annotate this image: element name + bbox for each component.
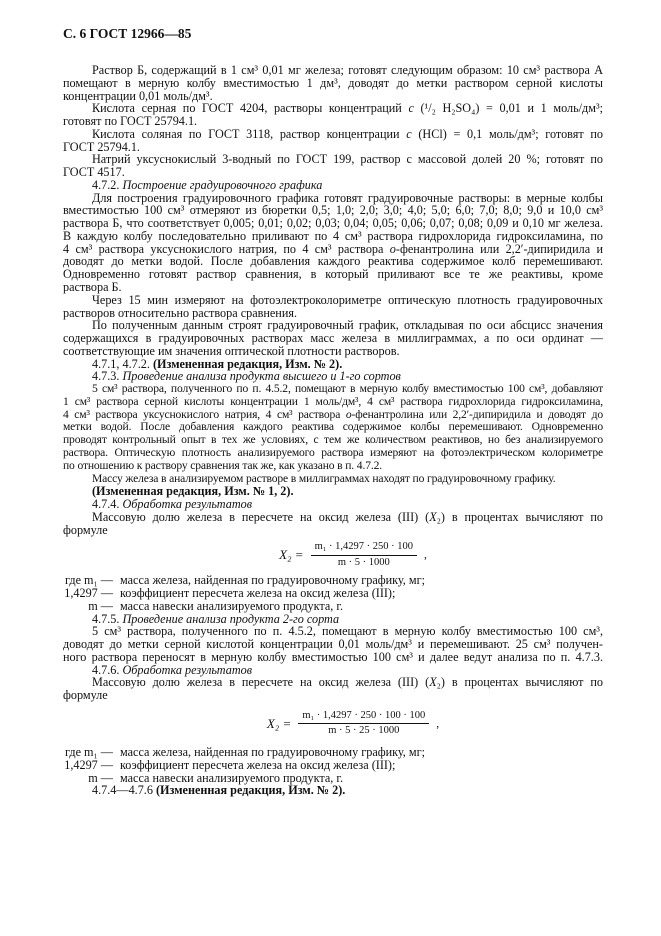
text-segment: 4 см³ раствора уксуснокислого натрия, по 4 см³ раствора: [63, 241, 390, 256]
text-segment: Натрий уксуснокислый 3-водный по ГОСТ 199, раствор с массовой долей 20 %; готовят по: [92, 152, 603, 167]
italic-text: c: [406, 126, 412, 141]
italic-text: Проведение анализа продукта 2-го сорта: [122, 611, 340, 626]
text-segment: ₂) в процентах вычисляют по: [436, 509, 603, 524]
definition-text: масса железа, найденная по градуировочному графику, мг;: [120, 573, 425, 588]
text-segment: формуле: [63, 688, 108, 703]
document-body: [63, 64, 603, 797]
text-line: [63, 689, 603, 702]
variable-definitions: [63, 574, 603, 612]
definition-term: m —: [88, 770, 113, 785]
text-segment: ного раствора переносят в мерную колбу вместимостью 100 см³ и далее ведут анализа по п. 4.7.3.: [63, 649, 603, 664]
definition-term: 1,4297 —: [64, 757, 113, 772]
text-segment: 4.7.4—4.7.6: [92, 783, 156, 798]
text-segment: 4.7.4.: [92, 497, 123, 512]
text-segment: (¹/₂ H₂SO₄) = 0,01 и 1 моль/дм³;: [413, 101, 603, 116]
text-line: [63, 153, 603, 166]
text-segment: соответствующие им значения оптической плотности растворов.: [63, 343, 400, 358]
italic-text: X: [429, 675, 437, 690]
variable-definitions: [63, 746, 603, 784]
text-segment: проводят контрольный опыт в тех же условиях, с тем же количеством реактивов, но без анализируемого: [63, 433, 603, 447]
text-segment: Массовую долю железа в пересчете на оксид железа (III) (: [92, 509, 430, 524]
text-segment: Массу железа в анализируемом растворе в миллиграммах находят по градуировочному графику.: [92, 471, 556, 485]
definition-text: коэффициент пересчета железа на оксид железа (III);: [120, 757, 396, 772]
text-segment: 5 см³ раствора, полученного по п. 4.5.2, помещают в мерную колбу вместимостью 100 см³,: [92, 624, 603, 639]
text-segment: доводят до метки водой. После добавления каждого реактива содержимое колб перемешивают.: [63, 254, 603, 269]
italic-text: X: [429, 509, 437, 524]
text-segment: (HCl) = 0,1 моль/дм³; готовят по: [411, 126, 603, 141]
italic-text: Построение градуировочного графика: [122, 177, 323, 192]
text-line: [63, 511, 603, 524]
text-line: [63, 676, 603, 689]
text-segment: -фенантролина или 2,2′-дипиридила и: [395, 241, 604, 256]
text-segment: Для построения градуировочного графика готовят градуировочные растворы: в мерные колбы: [92, 190, 603, 205]
italic-text: о: [345, 407, 352, 421]
italic-text: о: [389, 241, 396, 256]
formula: [63, 702, 603, 746]
definition-term: где m₁ —: [64, 573, 113, 588]
formula-lhs: X₂ =: [279, 546, 304, 562]
definition-text: масса навески анализируемого продукта, г.: [120, 598, 344, 613]
definition-term: где m₁ —: [64, 744, 113, 759]
text-segment: Кислота серная по ГОСТ 4204, растворы концентраций: [92, 101, 409, 116]
italic-text: Обработка результатов: [122, 497, 253, 512]
text-segment: метки водой. После добавления каждого реактива содержимое колбы перемешивают. Одновременно: [63, 420, 603, 434]
definition-text: масса железа, найденная по градуировочному графику, мг;: [120, 744, 425, 759]
formula-comma: ,: [424, 548, 427, 561]
definition-text: коэффициент пересчета железа на оксид железа (III);: [120, 586, 396, 601]
bold-text: (Измененная редакция, Изм. № 2).: [155, 783, 346, 798]
definition-term: m —: [88, 598, 113, 613]
text-segment: Массовую долю железа в пересчете на оксид железа (III) (: [92, 675, 430, 690]
text-segment: готовят по ГОСТ 25794.1.: [63, 114, 198, 129]
text-segment: содержащихся в градуировочных растворах масс железа в миллиграммах, а по оси ординат —: [63, 331, 603, 346]
italic-text: Обработка результатов: [122, 662, 253, 677]
formula-denominator: m · 5 · 25 · 1000: [328, 725, 400, 737]
formula-lhs: X₂ =: [266, 715, 292, 731]
definition-row: [63, 587, 603, 600]
text-segment: В каждую колбу последовательно приливают по 4 см³ раствора гидрохлорида гидроксиламина, по: [63, 228, 603, 243]
definition-text: масса навески анализируемого продукта, г.: [120, 770, 344, 785]
text-segment: доводят до метки серной кислотой концентрации 0,01 моль/дм³ и перемешивают. 25 см³ получен-: [63, 637, 603, 652]
page-header: С. 6 ГОСТ 12966—85: [63, 26, 192, 41]
text-segment: по отношению к раствору сравнения так же, как указано в п. 4.7.2.: [63, 458, 382, 472]
text-segment: 4 см³ раствора уксуснокислого натрия, 4 см³ раствора: [63, 407, 346, 421]
text-segment: растворов относительно раствора сравнения.: [63, 305, 297, 320]
text-segment: 4.7.1, 4.7.2.: [92, 356, 153, 371]
text-segment: По полученным данным строят градуировочный график, откладывая по оси абсцисс значения: [92, 318, 603, 333]
text-segment: Одновременно готовят раствор сравнения, в который приливают все те же реактивы, кроме: [63, 267, 603, 282]
formula: [63, 536, 603, 574]
definition-row: [63, 759, 603, 772]
text-segment: Кислота соляная по ГОСТ 3118, раствор концентрации: [92, 126, 407, 141]
text-segment: Раствор Б, содержащий в 1 см³ 0,01 мг железа; готовят следующим образом: 10 см³ раствора А: [92, 63, 603, 77]
text-segment: 4.7.5.: [92, 611, 123, 626]
text-segment: концентрации 0,01 моль/дм³.: [63, 88, 213, 103]
formula-numerator: m₁ · 1,4297 · 250 · 100 · 100: [298, 710, 429, 725]
text-segment: 5 см³ раствора, полученного по п. 4.5.2, помещают в мерную колбу вместимостью 100 см³, добавляют: [92, 382, 603, 396]
definition-row: [63, 746, 603, 759]
italic-text: Проведение анализа продукта высшего и 1-го сортов: [122, 369, 401, 384]
text-segment: помещают в мерную колбу вместимостью 1 дм³, доводят до метки раствором серной кислоты: [63, 75, 603, 90]
formula-comma: ,: [436, 717, 440, 730]
text-line: [63, 268, 603, 281]
formula-denominator: m · 5 · 1000: [337, 556, 390, 568]
text-segment: ГОСТ 4517.: [63, 165, 125, 180]
text-line: [63, 524, 603, 537]
text-segment: ₂) в процентах вычисляют по: [436, 675, 603, 690]
text-segment: 4.7.3.: [92, 369, 123, 384]
text-segment: раствора. Оптическую плотность анализируемого раствора измеряют на фотоэлектрическом колориметре: [63, 445, 603, 459]
text-line: [63, 128, 603, 141]
text-segment: раствора Б, что соответствует 0,005; 0,01; 0,02; 0,03; 0,04; 0,05; 0,06; 0,07; 0,08; 0,09 и 0,10 мг железа.: [63, 216, 603, 231]
formula-numerator: m₁ · 1,4297 · 250 · 100: [311, 541, 417, 556]
text-line: [63, 784, 603, 797]
italic-text: c: [408, 101, 414, 116]
text-segment: вместимостью 100 см³ отмеряют из бюретки 0,5; 1,0; 2,0; 3,0; 4,0; 5,0; 6,0; 7,0; 8,0; 9,0 и 10,0 см³: [63, 203, 603, 218]
bold-text: (Измененная редакция, Изм. № 2).: [152, 356, 343, 371]
text-segment: раствора Б.: [63, 280, 122, 295]
fraction: [311, 541, 417, 570]
text-segment: ГОСТ 25794.1.: [63, 139, 140, 154]
text-segment: 4.7.2.: [92, 177, 123, 192]
fraction: [298, 710, 429, 739]
text-segment: Через 15 мин измеряют на фотоэлектроколориметре оптическую плотность градуировочных: [92, 292, 603, 307]
text-segment: -фенантролина или 2,2′-дипиридила и доводят до: [351, 407, 603, 421]
text-segment: 1 см³ раствора серной кислоты концентрации 1 моль/дм³, 4 см³ раствора гидрохлорида гидроксиламина,: [63, 394, 603, 408]
text-segment: 4.7.6.: [92, 662, 123, 677]
bold-text: (Измененная редакция, Изм. № 1, 2).: [92, 484, 294, 499]
definition-term: 1,4297 —: [64, 586, 113, 601]
text-segment: формуле: [63, 522, 108, 537]
